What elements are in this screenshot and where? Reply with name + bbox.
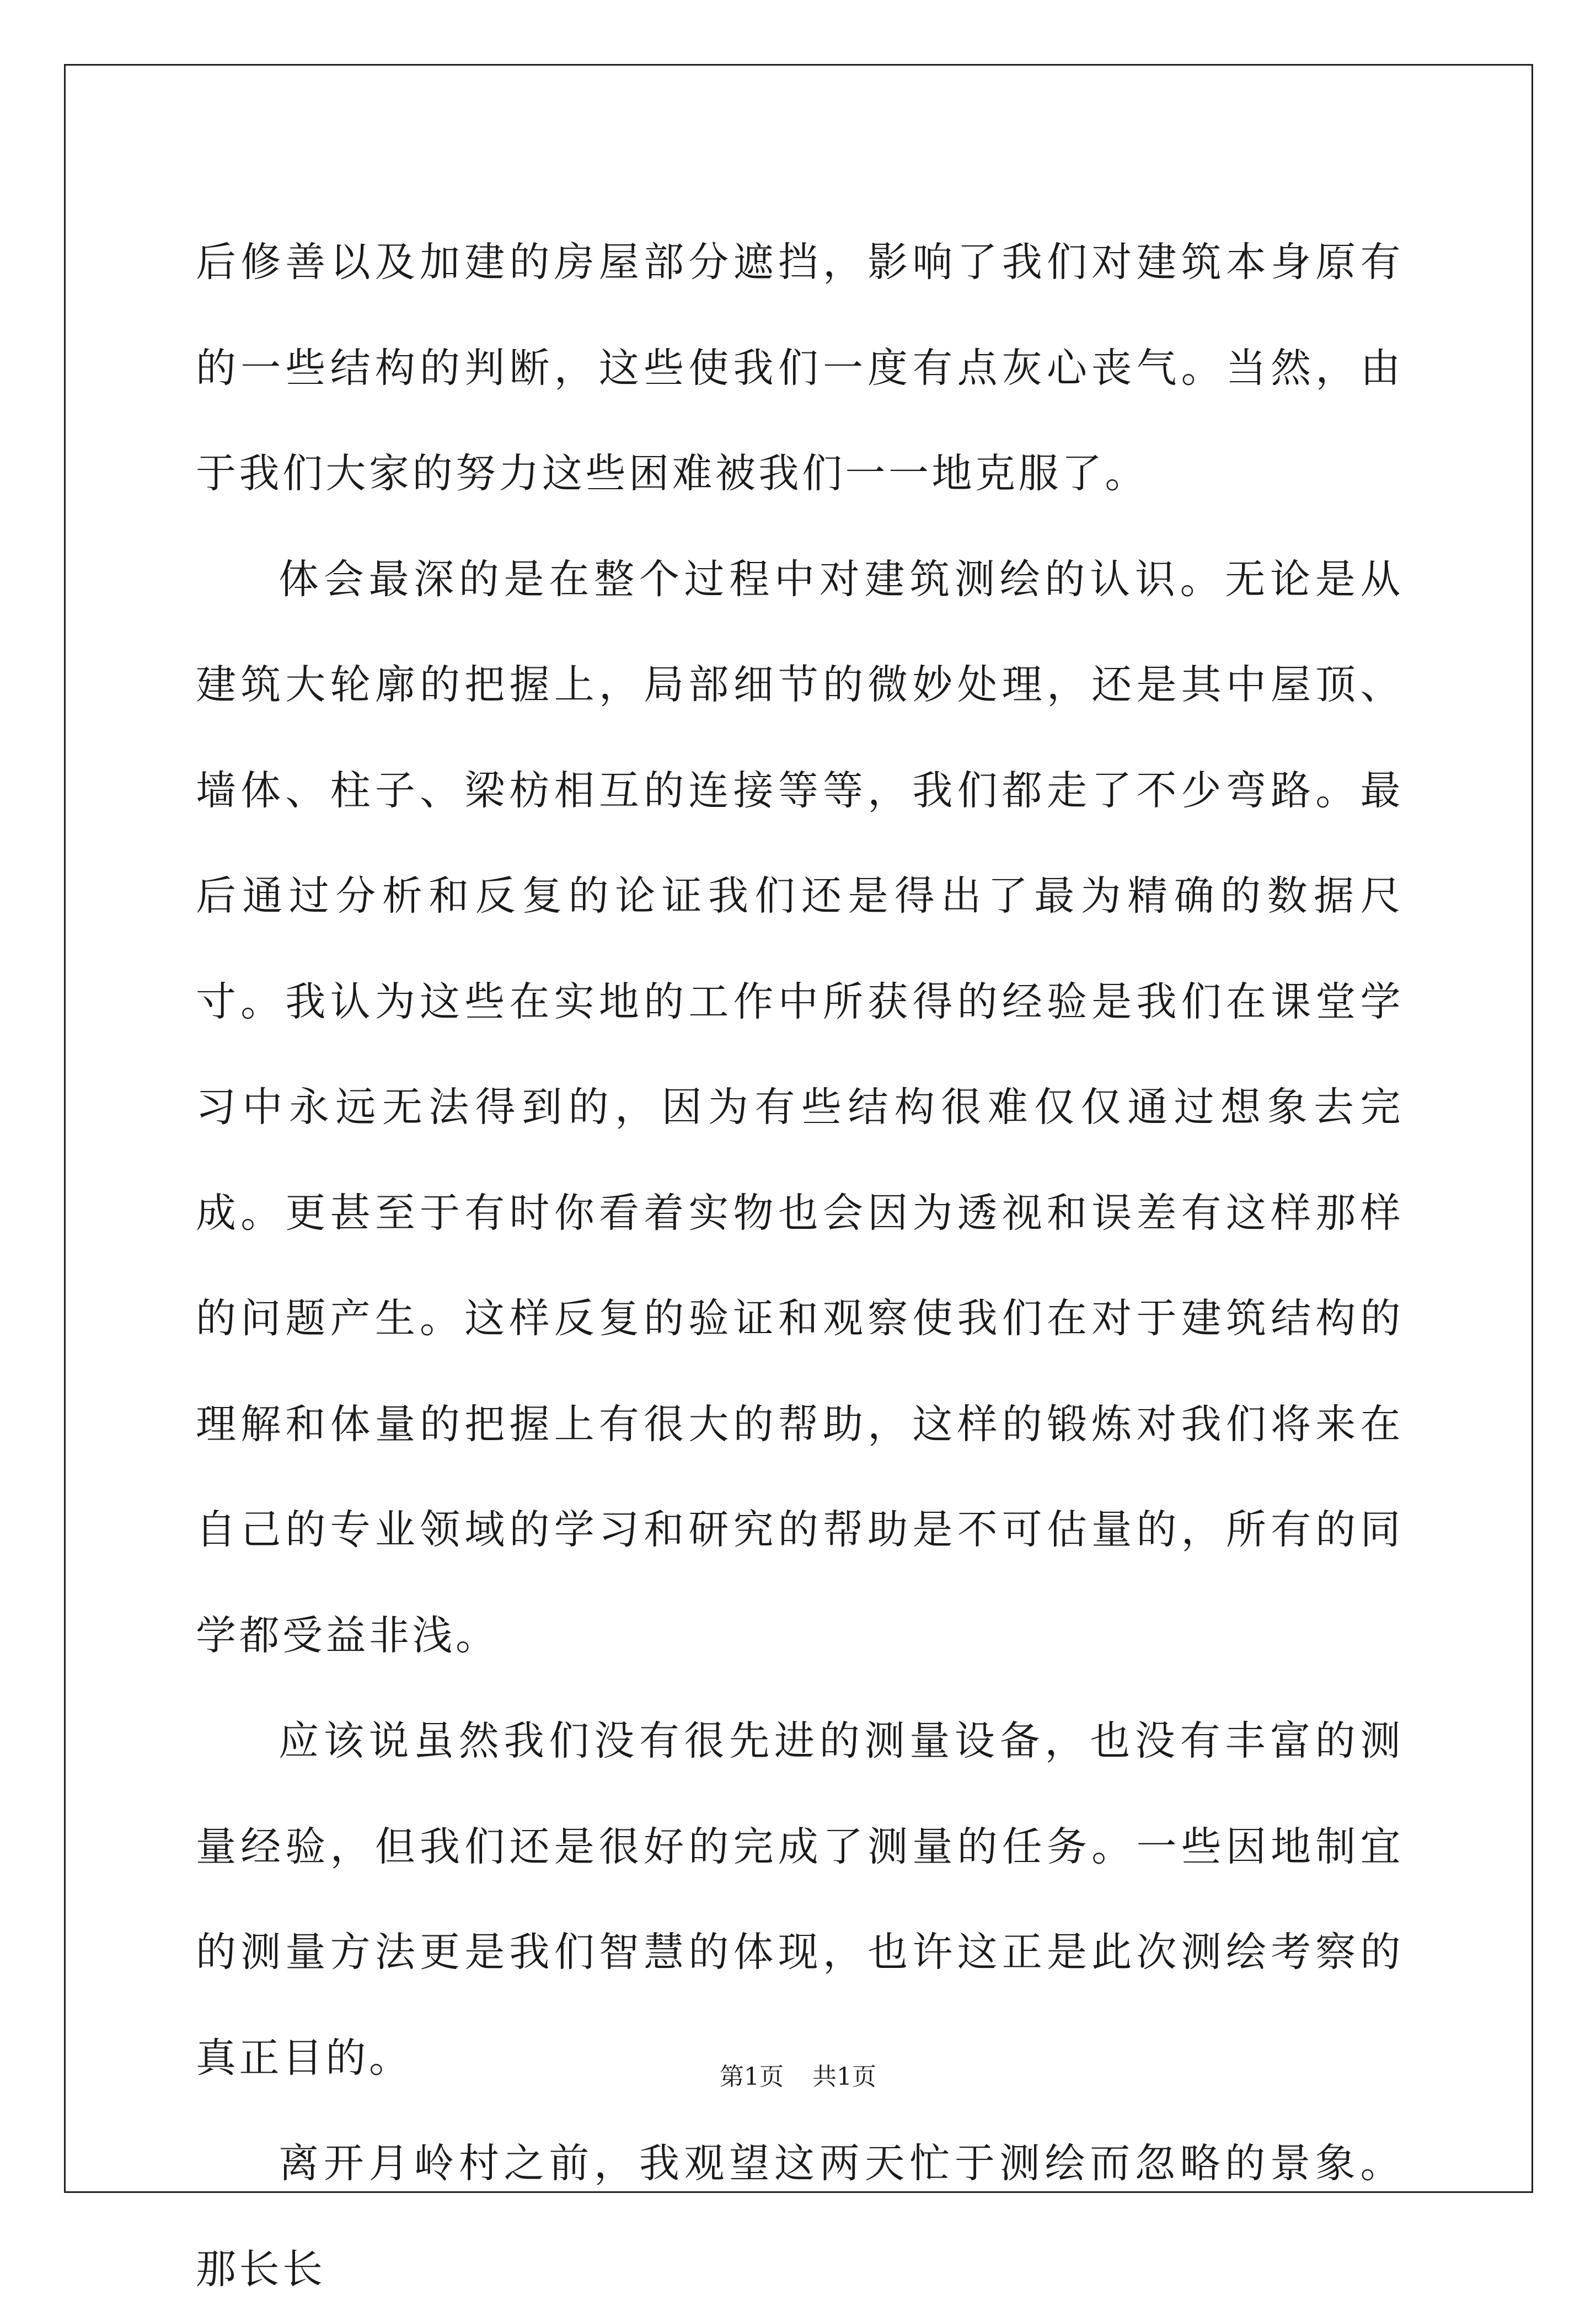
paragraph-4: 离开月岭村之前，我观望这两天忙于测绘而忽略的景象。那长长: [196, 2140, 1404, 2293]
paragraph-2: 体会最深的是在整个过程中对建筑测绘的认识。无论是从建筑大轮廓的把握上，局部细节的微妙处理，还是其中屋顶、墙体、柱子、梁枋相互的连接等等，我们都走了不少弯路。最后通过分析和反复的论证我们还是得出了最为精确的数据尺寸。我认为这些在实地的工作中所获得的经验是我们在课堂学习中永远无法得到的，因为有些结构很难仅仅通过想象去完成。更甚至于有时你看着实物也会因为透视和误差有这样那样的问题产生。这样反复的验证和观察使我们在对于建筑结构的理解和体量的把握上有很大的帮助，这样的锻炼对我们将来在自己的专业领域的学习和研究的帮助是不可估量的，所有的同学都受益非浅。: [196, 555, 1404, 1659]
page-number: 第1页: [720, 2063, 784, 2091]
document-body: [196, 210, 1404, 2322]
paragraph-1: 后修善以及加建的房屋部分遮挡，影响了我们对建筑本身原有的一些结构的判断，这些使我们一度有点灰心丧气。当然，由于我们大家的努力这些困难被我们一一地克服了。: [196, 239, 1404, 497]
page-footer: [0, 2061, 1596, 2094]
page-total: 共1页: [812, 2063, 876, 2091]
paragraph-3: 应该说虽然我们没有很先进的测量设备，也没有丰富的测量经验，但我们还是很好的完成了测量的任务。一些因地制宜的测量方法更是我们智慧的体现，也许这正是此次测绘考察的真正目的。: [196, 1718, 1404, 2082]
